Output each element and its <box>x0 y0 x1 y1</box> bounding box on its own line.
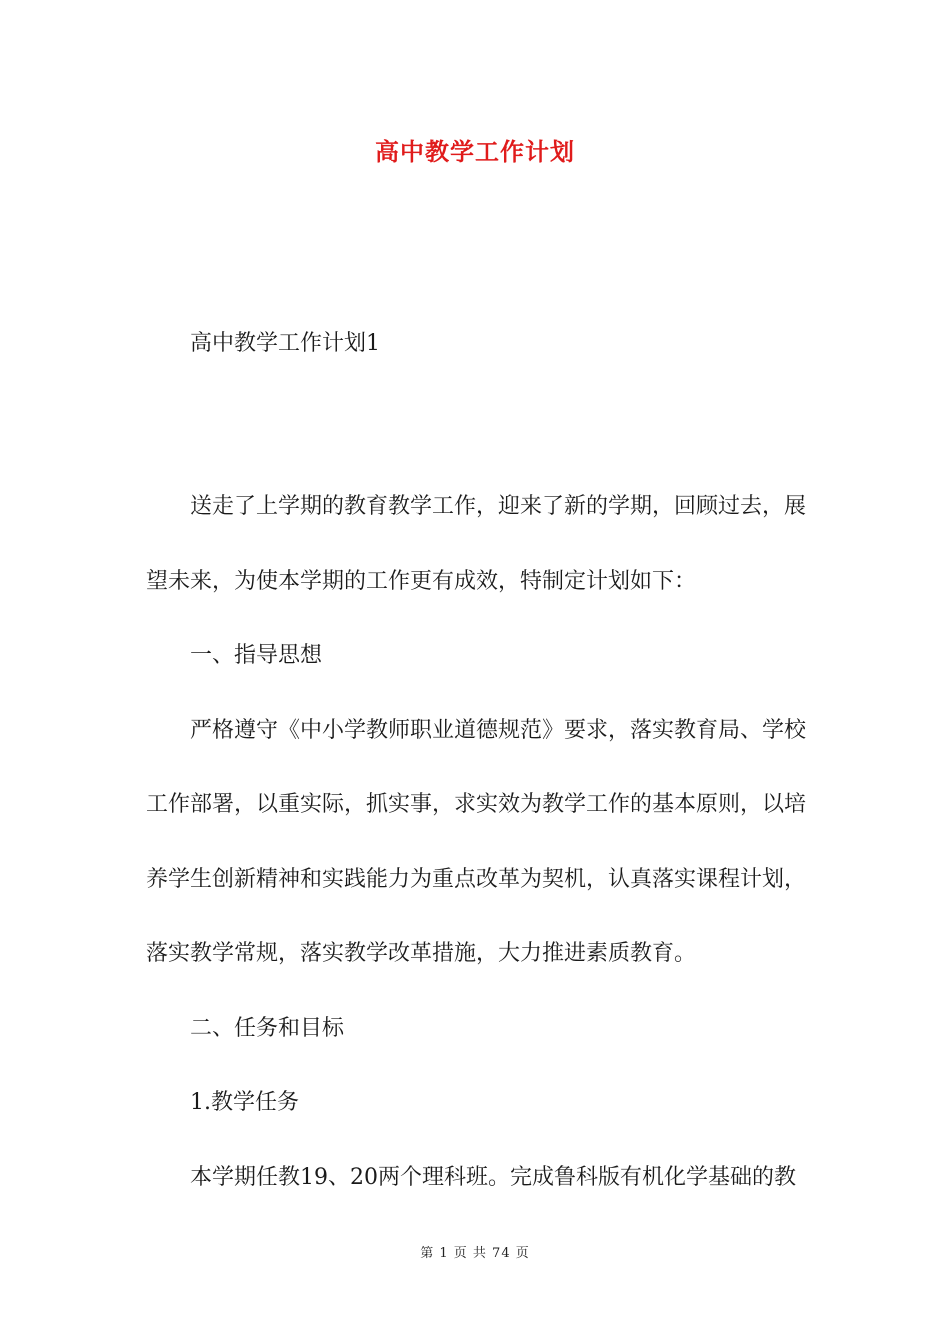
paragraph-teaching-tasks: 本学期任教19、20两个理科班。完成鲁科版有机化学基础的教 <box>190 1164 796 1190</box>
paragraph-intro: 送走了上学期的教育教学工作，迎来了新的学期，回顾过去，展望未来，为使本学期的工作更有成效，特制定计划如下： <box>146 494 807 594</box>
heading-tasks-goals: 二、任务和目标 <box>190 1015 345 1041</box>
section-heading: 高中教学工作计划1 <box>190 331 380 356</box>
page-footer: 第 1 页 共 74 页 <box>420 1246 530 1261</box>
body-text <box>146 470 806 1215</box>
document-title: 高中教学工作计划 <box>375 137 575 166</box>
heading-guiding-thought: 一、指导思想 <box>190 643 323 668</box>
paragraph-guiding-thought: 严格遵守《中小学教师职业道德规范》要求，落实教育局、学校工作部署，以重实际，抓实事，求实效为教学工作的基本原则，以培养学生创新精神和实践能力为重点改革为契机，认真落实课程计划，落实教学常规，落实教学改革措施，大力推进素质教育。 <box>146 717 807 966</box>
heading-teaching-tasks: 1.教学任务 <box>190 1090 299 1115</box>
